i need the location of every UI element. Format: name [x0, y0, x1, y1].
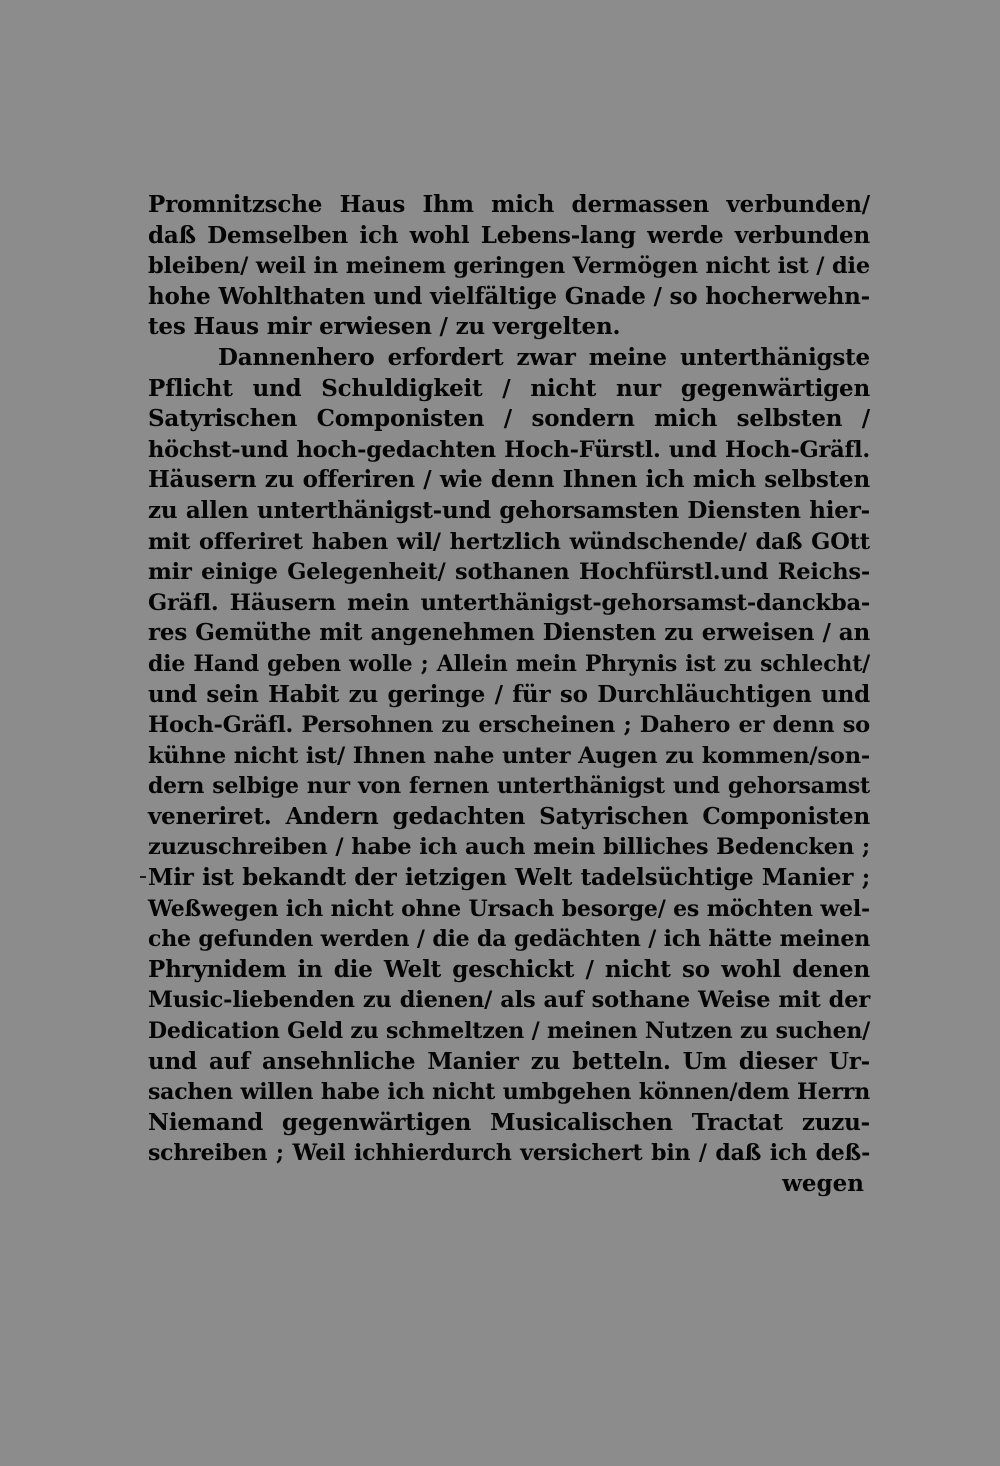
text-line: Promnitzsche Haus Ihm mich dermassen verbunden/ — [148, 191, 870, 218]
text-line: veneriret. Andern gedachten Satyrischen Componisten — [148, 802, 870, 830]
text-line: kühne nicht ist/ Ihnen nahe unter Augen zu kommen/son- — [148, 742, 870, 769]
text-line: bleiben/ weil in meinem geringen Vermögen nicht ist / die — [148, 253, 870, 280]
text-line: dern selbige nur von fernen unterthänigst und gehorsamst — [148, 773, 870, 800]
text-line: Phrynidem in die Welt geschickt / nicht so wohl denen — [148, 955, 870, 983]
text-line: zuzuschreiben / habe ich auch mein billiches Bedencken ; — [148, 834, 870, 861]
text-line: Music-liebenden zu dienen/ als auf sothane Weise mit der — [148, 987, 870, 1014]
text-line: mir einige Gelegenheit/ sothanen Hochfürstl.und Reichs- — [148, 559, 870, 586]
text-line: hohe Wohlthaten und vielfältige Gnade / so hocherwehn- — [148, 282, 870, 310]
body-text — [148, 190, 870, 1200]
text-line: tes Haus mir erwiesen / zu vergelten. — [148, 313, 621, 341]
text-line: Mir ist bekandt der ietzigen Welt tadelsüchtige Manier ; — [148, 864, 870, 892]
text-line: daß Demselben ich wohl Lebens-lang werde verbunden — [148, 221, 870, 249]
text-line: und sein Habit zu geringe / für so Durchläuchtigen und — [148, 680, 870, 708]
margin-mark — [140, 876, 146, 878]
text-line: Weßwegen ich nicht ohne Ursach besorge/ es möchten wel- — [148, 895, 870, 922]
paragraph-first-line: Dannenhero erfordert zwar meine unterthänigste — [218, 343, 870, 371]
text-line: res Gemüthe mit angenehmen Diensten zu erweisen / an — [148, 619, 870, 647]
text-line: höchst-und hoch-gedachten Hoch-Fürstl. und Hoch-Gräfl. — [148, 436, 870, 463]
text-line: sachen willen habe ich nicht umbgehen können/dem Herrn — [148, 1079, 870, 1106]
catchword: wegen — [782, 1170, 864, 1197]
text-line: Gräfl. Häusern mein unterthänigst-gehorsamst-danckba- — [148, 589, 870, 616]
text-line: Häusern zu offeriren / wie denn Ihnen ich mich selbsten — [148, 466, 870, 494]
text-line: che gefunden werden / die da gedächten / ich hätte meinen — [148, 926, 870, 953]
text-line: Niemand gegenwärtigen Musicalischen Tractat zuzu- — [148, 1108, 870, 1136]
text-line: mit offeriret haben wil/ hertzlich wündschende/ daß GOtt — [148, 528, 870, 555]
text-line: Hoch-Gräfl. Persohnen zu erscheinen ; Dahero er denn so — [148, 712, 870, 739]
text-line: und auf ansehnliche Manier zu betteln. Um dieser Ur- — [148, 1047, 870, 1075]
text-line: Pflicht und Schuldigkeit / nicht nur gegenwärtigen — [148, 374, 870, 402]
text-line: Dedication Geld zu schmeltzen / meinen Nutzen zu suchen/ — [148, 1018, 870, 1045]
text-line: schreiben ; Weil ichhierdurch versichert bin / daß ich deß- — [148, 1140, 870, 1167]
text-line: zu allen unterthänigst-und gehorsamsten Diensten hier- — [148, 496, 870, 524]
text-line: die Hand geben wolle ; Allein mein Phrynis ist zu schlecht/ — [148, 650, 870, 677]
text-line: Satyrischen Componisten / sondern mich selbsten / — [148, 405, 870, 433]
